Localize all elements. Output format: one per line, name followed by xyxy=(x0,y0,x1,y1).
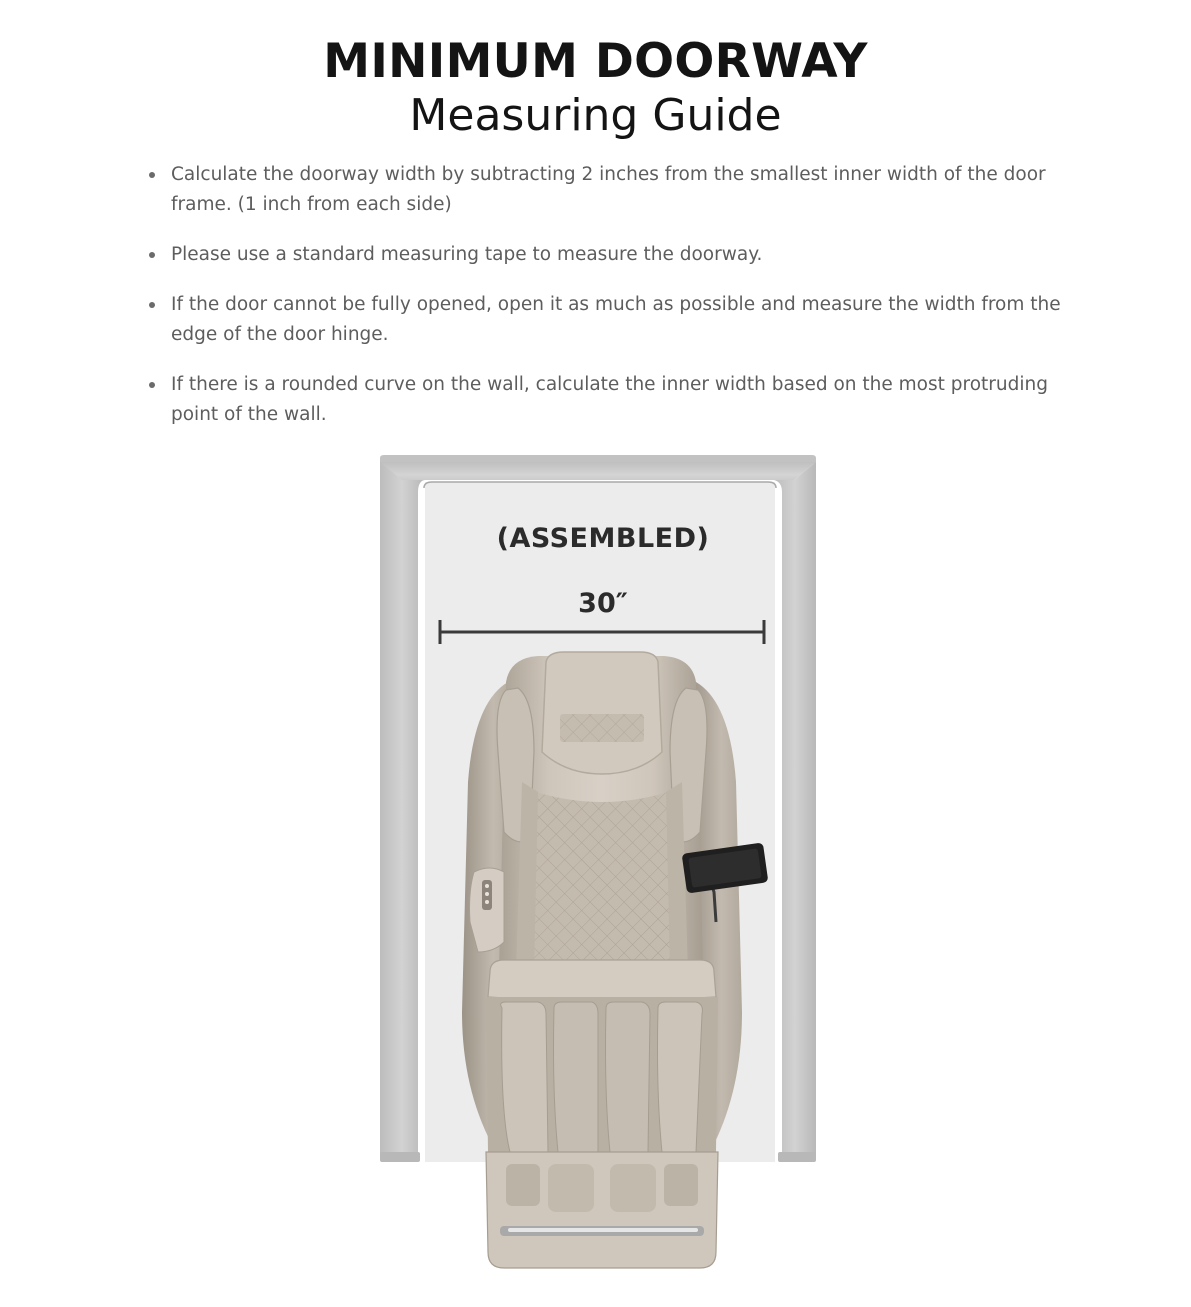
guide-list xyxy=(171,160,1061,450)
doorway-diagram xyxy=(378,452,818,1282)
assembled-label: (ASSEMBLED) xyxy=(496,523,710,554)
guide-item-rounded-wall: If there is a rounded curve on the wall, calculate the inner width based on the most protruding point of the wall. xyxy=(171,370,1061,430)
page-title: MINIMUM DOORWAY xyxy=(323,34,868,89)
massage-chair xyxy=(462,652,768,1268)
doorway-illustration xyxy=(378,452,818,1282)
guide-item-door-hinge: If the door cannot be fully opened, open it as much as possible and measure the width from the edge of the door hinge. xyxy=(171,290,1061,350)
guide-item-measuring-tape: Please use a standard measuring tape to measure the doorway. xyxy=(171,240,1061,270)
doorway-width-label: 30″ xyxy=(578,588,628,619)
page-subtitle: Measuring Guide xyxy=(409,90,782,141)
guide-item-width-calc: Calculate the doorway width by subtracting 2 inches from the smallest inner width of the door frame. (1 inch from each side) xyxy=(171,160,1061,220)
door-frame-right xyxy=(774,462,816,1160)
door-frame-left xyxy=(380,462,424,1160)
